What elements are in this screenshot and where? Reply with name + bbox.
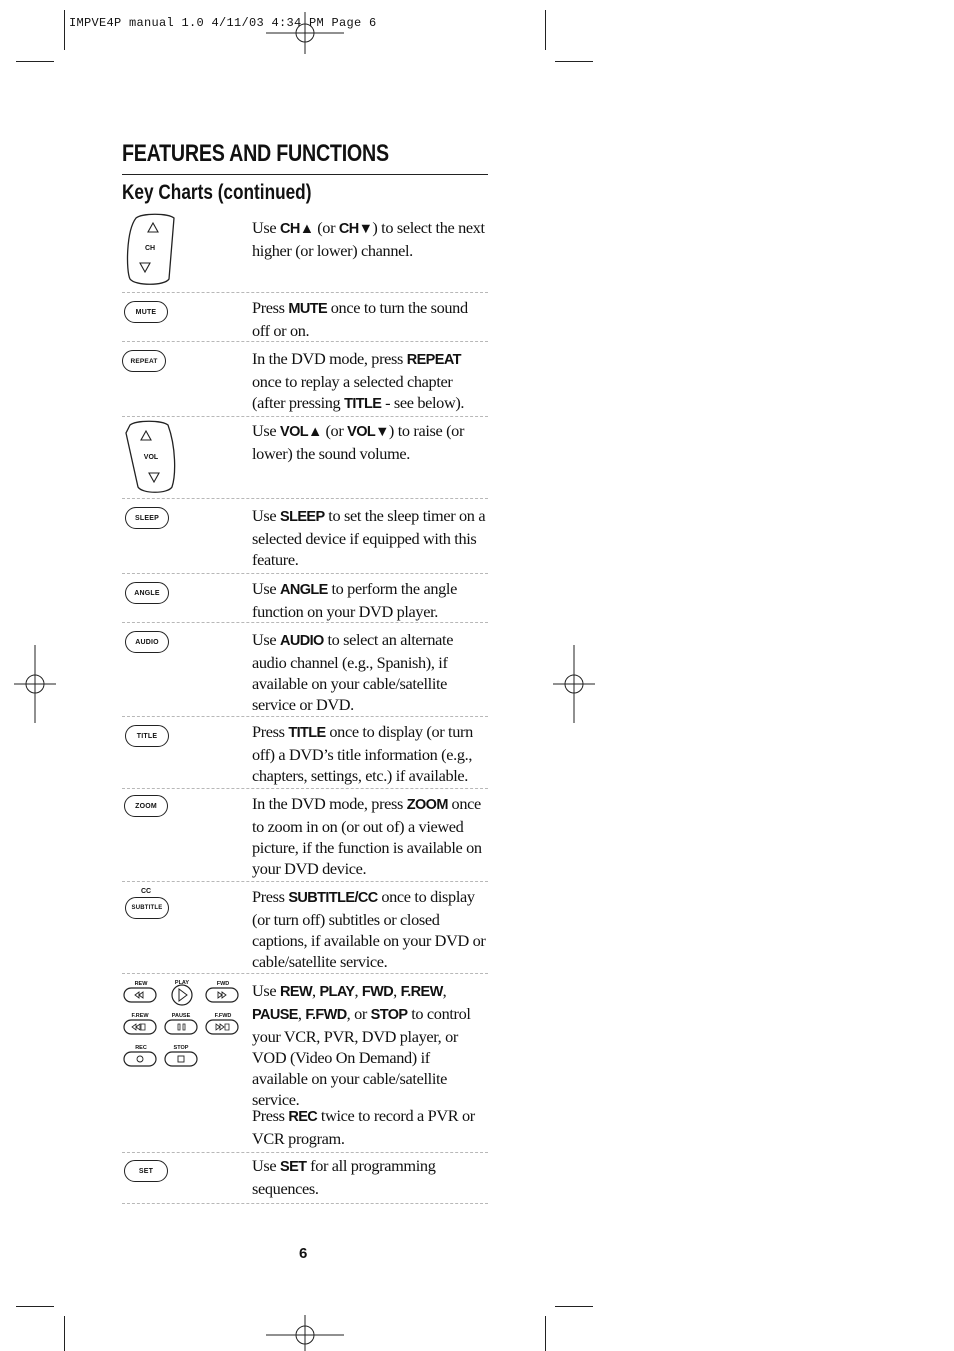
key-row-mute	[122, 293, 488, 342]
key-description: Use VOL▲ (or VOL▼) to raise (or lower) the sound volume.	[252, 421, 465, 463]
key-row-angle	[122, 574, 488, 623]
page-title: FEATURES AND FUNCTIONS	[122, 140, 389, 167]
key-description: Use SET for all programming sequences.	[252, 1156, 436, 1198]
key-label: PLAY	[174, 980, 190, 986]
key-description-rec: Press REC twice to record a PVR or VCR program.	[252, 1106, 475, 1148]
subtitle-key: SUBTITLE	[125, 897, 169, 919]
key-label: REC	[135, 1045, 147, 1051]
crop-mark	[545, 10, 546, 50]
key-row-zoom	[122, 789, 488, 882]
key-label: F.FWD	[214, 1013, 232, 1019]
transport-buttons-icon	[122, 974, 242, 1074]
printer-slug: IMPVE4P manual 1.0 4/11/03 4:34 PM Page 6	[69, 16, 377, 30]
crop-mark	[545, 1316, 546, 1351]
key-description: Use SLEEP to set the sleep timer on a selected device if equipped with this feature.	[252, 506, 486, 569]
crop-mark	[555, 1306, 593, 1307]
key-label: REW	[134, 981, 148, 987]
cc-label: CC	[140, 888, 152, 895]
crop-mark	[555, 61, 593, 62]
registration-mark-icon	[266, 1315, 344, 1351]
volume-rocker-key	[122, 417, 182, 495]
crop-mark	[64, 10, 65, 50]
key-row-set	[122, 1153, 488, 1204]
key-row-transport	[122, 974, 488, 1153]
zoom-key: ZOOM	[124, 795, 168, 817]
key-description: Use REW, PLAY, FWD, F.REW, PAUSE, F.FWD, or STOP to control your VCR, PVR, DVD player, or VOD (Video On Demand) if available on your cable/satellite service.	[252, 981, 471, 1109]
key-row-volume	[122, 417, 488, 499]
key-row-repeat	[122, 342, 488, 417]
key-description: Press TITLE once to display (or turn off) a DVD’s title information (e.g., chapters, settings, etc.) if available.	[252, 722, 473, 785]
title-key: TITLE	[125, 725, 169, 747]
key-row-subtitle	[122, 882, 488, 974]
angle-key: ANGLE	[125, 582, 169, 604]
key-label: STOP	[173, 1045, 189, 1051]
key-description: Press SUBTITLE/CC once to display (or turn off) subtitles or closed captions, if available on your DVD or cable/satellite service.	[252, 887, 486, 971]
key-label: VOL	[143, 454, 159, 461]
transport-key-cluster	[122, 974, 242, 1074]
sleep-key: SLEEP	[125, 507, 169, 529]
key-description: Use AUDIO to select an alternate audio channel (e.g., Spanish), if available on your cable/satellite service or DVD.	[252, 630, 454, 714]
registration-mark-icon	[14, 645, 56, 723]
key-row-audio	[122, 623, 488, 717]
key-description: Use ANGLE to perform the angle function on your DVD player.	[252, 579, 457, 621]
key-label: CH	[144, 245, 156, 252]
registration-mark-icon	[266, 12, 344, 54]
key-row-sleep	[122, 499, 488, 574]
key-description: Press MUTE once to turn the sound off or on.	[252, 298, 468, 340]
page-number: 6	[299, 1245, 308, 1262]
crop-mark	[64, 1316, 65, 1351]
key-description: Use CH▲ (or CH▼) to select the next higher (or lower) channel.	[252, 218, 485, 260]
title-rule	[122, 174, 488, 175]
set-key: SET	[124, 1160, 168, 1182]
registration-mark-icon	[553, 645, 595, 723]
key-label: F.REW	[131, 1013, 149, 1019]
section-heading: Key Charts (continued)	[122, 181, 312, 204]
key-row-title	[122, 717, 488, 789]
crop-mark	[16, 1306, 54, 1307]
crop-mark	[16, 61, 54, 62]
mute-key: MUTE	[124, 301, 168, 323]
key-label: FWD	[216, 981, 230, 987]
repeat-key: REPEAT	[122, 350, 166, 372]
key-label: PAUSE	[171, 1013, 191, 1019]
key-row-channel	[122, 211, 488, 293]
audio-key: AUDIO	[125, 631, 169, 653]
channel-rocker-key	[122, 211, 182, 287]
key-description: In the DVD mode, press ZOOM once to zoom in on (or out of) a viewed picture, if the function is available on your DVD device.	[252, 794, 482, 878]
key-description: In the DVD mode, press REPEAT once to replay a selected chapter (after pressing TITLE - see below).	[252, 349, 465, 412]
